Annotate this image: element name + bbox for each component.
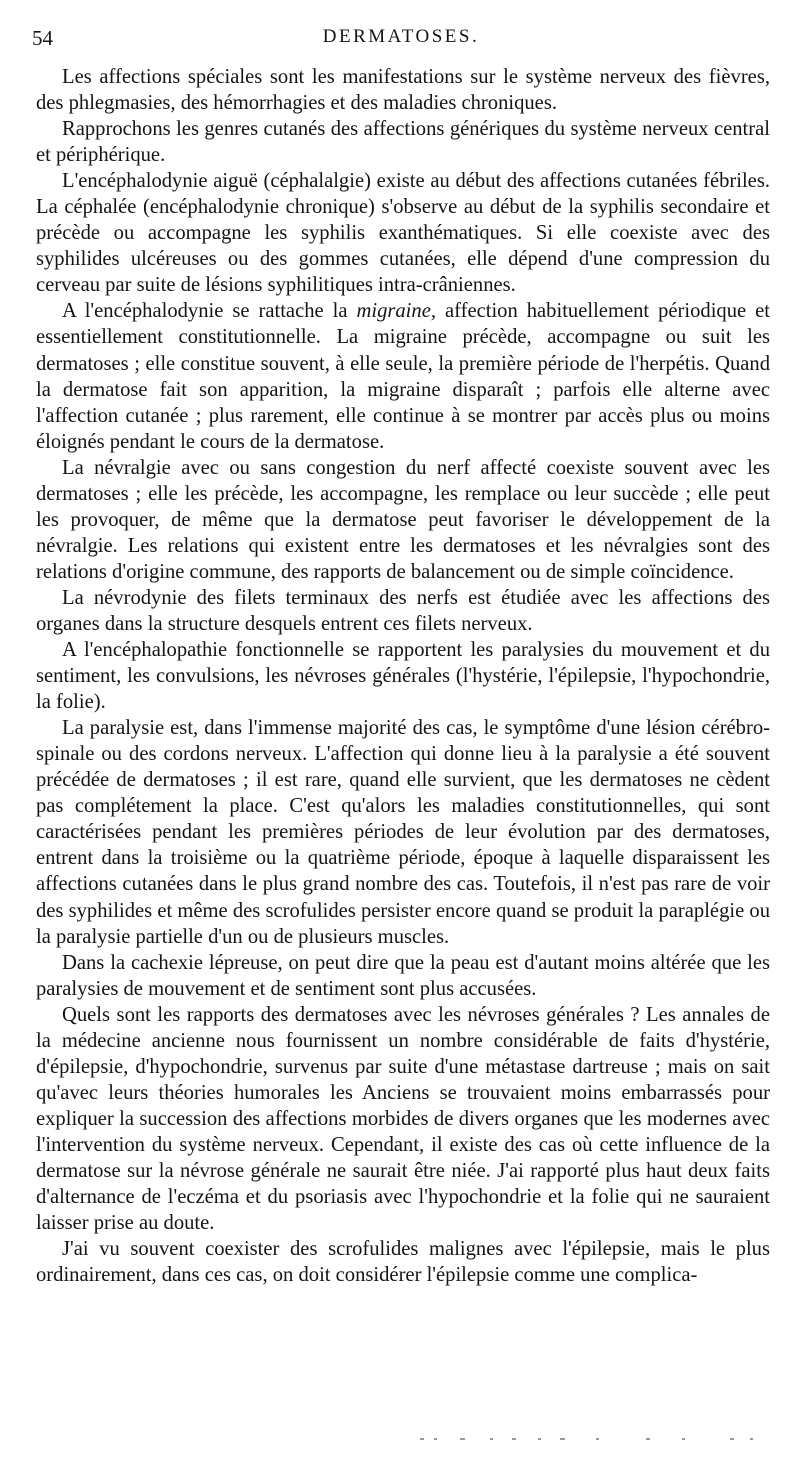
paragraph-encephalopathy: A l'encéphalopathie fonctionnelle se rapportent les paralysies du mouvement et du sentiment, les convulsions, les névroses générales (l'hystérie, l'épilepsie, l'hypochondrie, la folie). <box>36 639 770 714</box>
running-title: DERMATOSES. <box>322 26 480 47</box>
paragraph-neurodynia: La névrodynie des filets terminaux des nerfs est étudiée avec les affections des organes dans la structure desquels entrent ces filets nerveux. <box>36 586 770 635</box>
text-segment: affection habituellement périodique et essentiellement constitutionnelle. La migraine précède, accompagne ou suit les dermatoses ; elle constitue souvent, à elle seule, la première période de l'herpétis. Quand la dermatose fait son apparition, la migraine disparaît ; parfois elle alterne avec l'affection cutanée ; plus rarement, elle continue à se montrer par accès plus ou moins éloignés pendant le cours de la dermatose. <box>36 300 771 453</box>
paragraph-special-affections: Les affections spéciales sont les manifestations sur le système nerveux des fièvres, des phlegmasies, des hémorrhagies et des maladies chroniques. <box>36 66 770 115</box>
paragraph-migraine <box>36 298 770 454</box>
page-number: 54 <box>32 26 53 50</box>
paragraph-paralysis: La paralysie est, dans l'immense majorité des cas, le symptôme d'une lésion cérébro-spinale ou des cordons nerveux. L'affection qui donne lieu à la paralysie a été souvent précédée de dermatoses ; il est rare, quand elle survient, que les dermatoses ne cèdent pas complétement la place. C'est qu'alors les maladies constitutionnelles, qui sont caractérisées pendant les premières périodes de leur évolution par des dermatoses, entrent dans la troisième ou la quatrième période, époque à laquelle disparaissent les affections cutanées dans le plus grand nombre des cas. Toutefois, il n'est pas rare de voir des syphilides et même des scrofulides persister encore quand se produit la paraplégie ou la paralysie partielle d'un ou de plusieurs muscles. <box>36 717 770 948</box>
running-head <box>32 26 770 56</box>
paragraph-encephalodynia: L'encéphalodynie aiguë (céphalalgie) existe au début des affections cutanées fébriles. La céphalée (encéphalodynie chronique) s'observe au début de la syphilis secondaire et précède ou accompagne les syphilis exanthématiques. Si elle coexiste avec des syphilides ulcéreuses ou des gommes cutanées, elle dépend d'une compression du cerveau par suite de lésions syphilitiques intra-crâniennes. <box>36 170 770 297</box>
scan-artifact-dots <box>420 1438 770 1442</box>
paragraph-epilepsy: J'ai vu souvent coexister des scrofulides malignes avec l'épilepsie, mais le plus ordinairement, dans ces cas, on doit considérer l'épilepsie comme une complica- <box>36 1238 770 1287</box>
text-segment: A l'encéphalodynie se rattache la <box>62 300 357 323</box>
paragraph-leprous-cachexia: Dans la cachexie lépreuse, on peut dire que la peau est d'autant moins altérée que les paralysies de mouvement et de sentiment sont plus accusées. <box>36 951 770 1000</box>
paragraph-general-neuroses: Quels sont les rapports des dermatoses avec les névroses générales ? Les annales de la médecine ancienne nous fournissent un nombre considérable de faits d'hystérie, d'épilepsie, d'hypochondrie, survenus par suite d'une métastase dartreuse ; mais on sait qu'avec leurs théories humorales les Anciens se trouvaient moins embarrassés pour expliquer la succession des affections morbides de divers organes que les modernes avec l'intervention du système nerveux. Cependant, il existe des cas où cette influence de la dermatose sur la névrose générale ne saurait être niée. J'ai rapporté plus haut deux faits d'alternance de l'eczéma et du psoriasis avec l'hypochondrie et la folie qui ne sauraient laisser prise au doute. <box>36 1003 770 1235</box>
paragraph-cutaneous-genres: Rapprochons les genres cutanés des affections génériques du système nerveux central et périphérique. <box>36 118 770 167</box>
paragraph-neuralgia: La névralgie avec ou sans congestion du nerf affecté coexiste souvent avec les dermatoses ; elle les précède, les accompagne, les remplace ou leur succède ; elle peut les provoquer, de même que la dermatose peut favoriser le développement de la névralgie. Les relations qui existent entre les dermatoses et les névralgies sont des relations d'origine commune, des rapports de balancement ou de simple coïncidence. <box>36 456 770 583</box>
emphasis-migraine: migraine, <box>356 300 436 323</box>
body-text <box>36 64 770 1288</box>
